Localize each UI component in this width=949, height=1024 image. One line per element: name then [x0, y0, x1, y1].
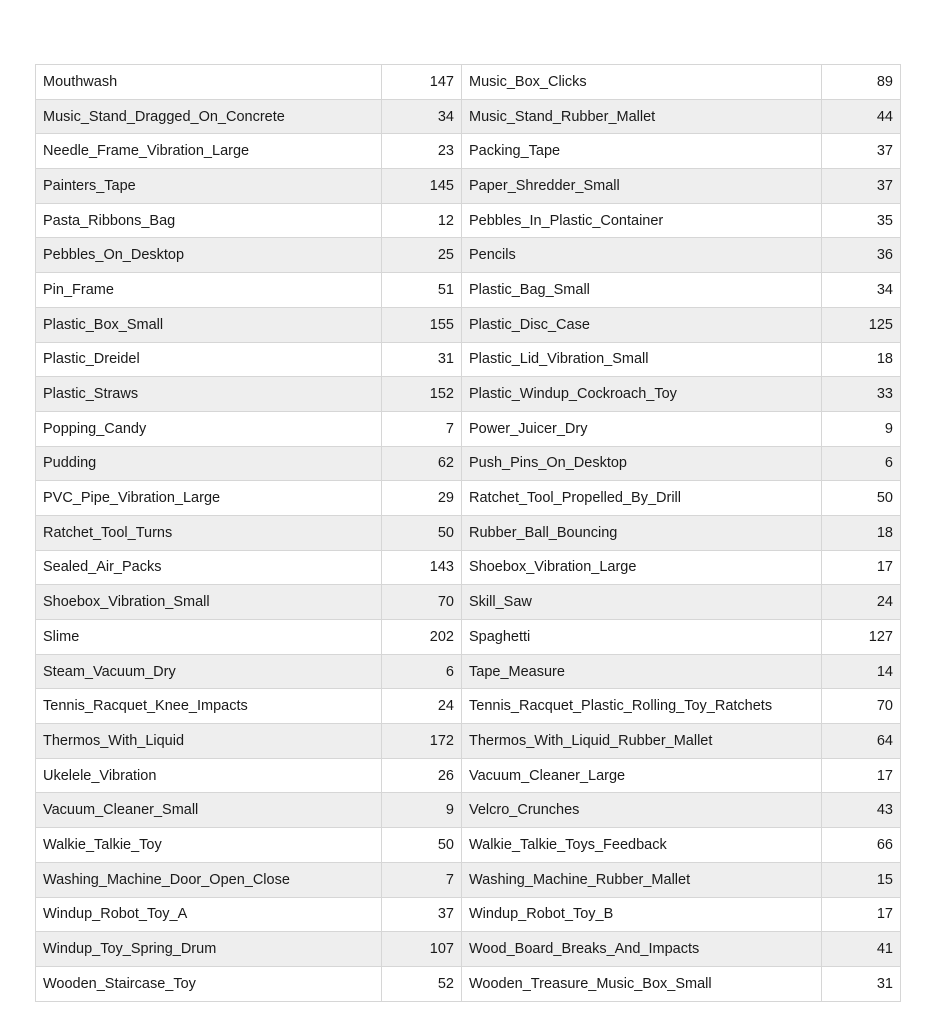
- left-sound-count: 9: [382, 793, 462, 828]
- left-sound-count: 7: [382, 862, 462, 897]
- left-sound-name: Ukelele_Vibration: [36, 758, 382, 793]
- left-sound-name: Slime: [36, 620, 382, 655]
- left-sound-count: 202: [382, 620, 462, 655]
- right-sound-count: 24: [822, 585, 901, 620]
- left-sound-name: Wooden_Staircase_Toy: [36, 966, 382, 1001]
- left-sound-count: 147: [382, 65, 462, 100]
- table-row: [36, 689, 901, 724]
- right-sound-name: Rubber_Ball_Bouncing: [462, 515, 822, 550]
- left-sound-name: Pasta_Ribbons_Bag: [36, 203, 382, 238]
- table-row: [36, 134, 901, 169]
- left-sound-name: Pebbles_On_Desktop: [36, 238, 382, 273]
- table-row: [36, 932, 901, 967]
- left-sound-name: Shoebox_Vibration_Small: [36, 585, 382, 620]
- left-sound-name: Vacuum_Cleaner_Small: [36, 793, 382, 828]
- table-row: [36, 966, 901, 1001]
- left-sound-name: Thermos_With_Liquid: [36, 724, 382, 759]
- table-row: [36, 481, 901, 516]
- table-row: [36, 724, 901, 759]
- right-sound-count: 41: [822, 932, 901, 967]
- table-row: [36, 169, 901, 204]
- right-sound-count: 17: [822, 758, 901, 793]
- sound-count-table: [35, 64, 901, 1002]
- table-row: [36, 273, 901, 308]
- left-sound-name: Needle_Frame_Vibration_Large: [36, 134, 382, 169]
- right-sound-count: 14: [822, 654, 901, 689]
- left-sound-count: 52: [382, 966, 462, 1001]
- left-sound-name: Windup_Toy_Spring_Drum: [36, 932, 382, 967]
- left-sound-name: Music_Stand_Dragged_On_Concrete: [36, 99, 382, 134]
- left-sound-name: PVC_Pipe_Vibration_Large: [36, 481, 382, 516]
- left-sound-name: Walkie_Talkie_Toy: [36, 828, 382, 863]
- right-sound-count: 17: [822, 897, 901, 932]
- left-sound-name: Washing_Machine_Door_Open_Close: [36, 862, 382, 897]
- table-row: [36, 342, 901, 377]
- left-sound-name: Ratchet_Tool_Turns: [36, 515, 382, 550]
- left-sound-count: 50: [382, 515, 462, 550]
- left-sound-name: Plastic_Box_Small: [36, 307, 382, 342]
- table-row: [36, 828, 901, 863]
- left-sound-count: 70: [382, 585, 462, 620]
- right-sound-count: 64: [822, 724, 901, 759]
- table-row: [36, 65, 901, 100]
- left-sound-name: Popping_Candy: [36, 411, 382, 446]
- left-sound-name: Plastic_Dreidel: [36, 342, 382, 377]
- right-sound-name: Paper_Shredder_Small: [462, 169, 822, 204]
- left-sound-count: 50: [382, 828, 462, 863]
- left-sound-count: 24: [382, 689, 462, 724]
- right-sound-name: Music_Stand_Rubber_Mallet: [462, 99, 822, 134]
- right-sound-count: 35: [822, 203, 901, 238]
- left-sound-count: 25: [382, 238, 462, 273]
- right-sound-name: Walkie_Talkie_Toys_Feedback: [462, 828, 822, 863]
- right-sound-count: 31: [822, 966, 901, 1001]
- right-sound-name: Tennis_Racquet_Plastic_Rolling_Toy_Ratchets: [462, 689, 822, 724]
- right-sound-count: 37: [822, 134, 901, 169]
- table-row: [36, 99, 901, 134]
- right-sound-count: 9: [822, 411, 901, 446]
- left-sound-count: 7: [382, 411, 462, 446]
- left-sound-count: 34: [382, 99, 462, 134]
- table-row: [36, 897, 901, 932]
- left-sound-name: Mouthwash: [36, 65, 382, 100]
- table-row: [36, 793, 901, 828]
- right-sound-name: Pencils: [462, 238, 822, 273]
- left-sound-count: 62: [382, 446, 462, 481]
- right-sound-count: 18: [822, 342, 901, 377]
- right-sound-name: Wooden_Treasure_Music_Box_Small: [462, 966, 822, 1001]
- table-row: [36, 862, 901, 897]
- table-row: [36, 515, 901, 550]
- right-sound-count: 17: [822, 550, 901, 585]
- right-sound-name: Plastic_Bag_Small: [462, 273, 822, 308]
- left-sound-count: 145: [382, 169, 462, 204]
- table-row: [36, 307, 901, 342]
- table-row: [36, 203, 901, 238]
- left-sound-count: 6: [382, 654, 462, 689]
- table-body: [36, 65, 901, 1002]
- right-sound-name: Shoebox_Vibration_Large: [462, 550, 822, 585]
- right-sound-name: Ratchet_Tool_Propelled_By_Drill: [462, 481, 822, 516]
- left-sound-name: Pudding: [36, 446, 382, 481]
- right-sound-name: Velcro_Crunches: [462, 793, 822, 828]
- table-row: [36, 550, 901, 585]
- right-sound-name: Plastic_Windup_Cockroach_Toy: [462, 377, 822, 412]
- left-sound-count: 51: [382, 273, 462, 308]
- sound-count-table-container: [35, 64, 900, 1002]
- table-row: [36, 758, 901, 793]
- left-sound-name: Painters_Tape: [36, 169, 382, 204]
- right-sound-name: Plastic_Lid_Vibration_Small: [462, 342, 822, 377]
- left-sound-count: 29: [382, 481, 462, 516]
- right-sound-count: 70: [822, 689, 901, 724]
- left-sound-name: Plastic_Straws: [36, 377, 382, 412]
- table-row: [36, 620, 901, 655]
- right-sound-name: Washing_Machine_Rubber_Mallet: [462, 862, 822, 897]
- right-sound-name: Push_Pins_On_Desktop: [462, 446, 822, 481]
- right-sound-count: 33: [822, 377, 901, 412]
- left-sound-count: 155: [382, 307, 462, 342]
- right-sound-name: Windup_Robot_Toy_B: [462, 897, 822, 932]
- right-sound-count: 125: [822, 307, 901, 342]
- table-row: [36, 411, 901, 446]
- left-sound-count: 31: [382, 342, 462, 377]
- right-sound-name: Plastic_Disc_Case: [462, 307, 822, 342]
- right-sound-count: 66: [822, 828, 901, 863]
- left-sound-name: Pin_Frame: [36, 273, 382, 308]
- right-sound-name: Spaghetti: [462, 620, 822, 655]
- left-sound-count: 12: [382, 203, 462, 238]
- right-sound-count: 18: [822, 515, 901, 550]
- table-row: [36, 654, 901, 689]
- left-sound-name: Steam_Vacuum_Dry: [36, 654, 382, 689]
- right-sound-name: Skill_Saw: [462, 585, 822, 620]
- left-sound-count: 152: [382, 377, 462, 412]
- left-sound-count: 107: [382, 932, 462, 967]
- left-sound-count: 26: [382, 758, 462, 793]
- right-sound-name: Pebbles_In_Plastic_Container: [462, 203, 822, 238]
- right-sound-count: 6: [822, 446, 901, 481]
- left-sound-count: 37: [382, 897, 462, 932]
- left-sound-name: Sealed_Air_Packs: [36, 550, 382, 585]
- right-sound-name: Wood_Board_Breaks_And_Impacts: [462, 932, 822, 967]
- right-sound-count: 43: [822, 793, 901, 828]
- right-sound-count: 44: [822, 99, 901, 134]
- left-sound-name: Tennis_Racquet_Knee_Impacts: [36, 689, 382, 724]
- right-sound-name: Tape_Measure: [462, 654, 822, 689]
- right-sound-name: Music_Box_Clicks: [462, 65, 822, 100]
- right-sound-name: Thermos_With_Liquid_Rubber_Mallet: [462, 724, 822, 759]
- right-sound-count: 50: [822, 481, 901, 516]
- left-sound-count: 172: [382, 724, 462, 759]
- right-sound-name: Power_Juicer_Dry: [462, 411, 822, 446]
- table-row: [36, 446, 901, 481]
- right-sound-count: 37: [822, 169, 901, 204]
- left-sound-count: 23: [382, 134, 462, 169]
- table-row: [36, 585, 901, 620]
- left-sound-count: 143: [382, 550, 462, 585]
- table-row: [36, 377, 901, 412]
- table-row: [36, 238, 901, 273]
- right-sound-name: Packing_Tape: [462, 134, 822, 169]
- right-sound-name: Vacuum_Cleaner_Large: [462, 758, 822, 793]
- right-sound-count: 89: [822, 65, 901, 100]
- left-sound-name: Windup_Robot_Toy_A: [36, 897, 382, 932]
- right-sound-count: 15: [822, 862, 901, 897]
- right-sound-count: 34: [822, 273, 901, 308]
- right-sound-count: 127: [822, 620, 901, 655]
- right-sound-count: 36: [822, 238, 901, 273]
